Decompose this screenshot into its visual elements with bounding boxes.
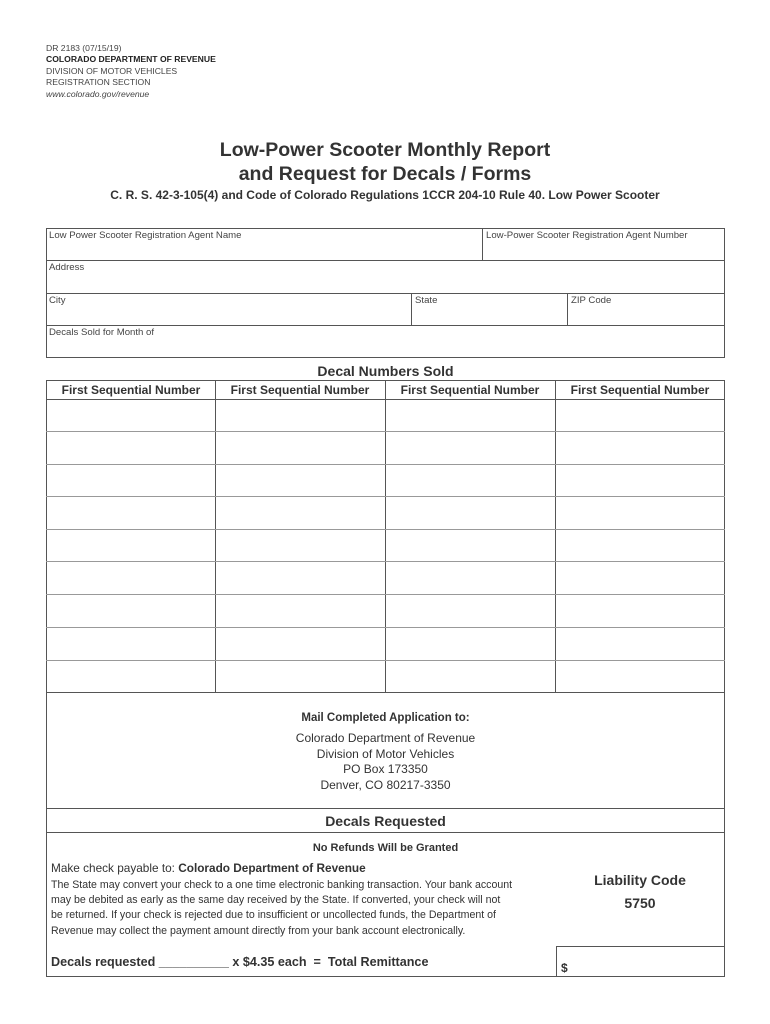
division-name: DIVISION OF MOTOR VEHICLES [46, 65, 178, 76]
divider [411, 293, 412, 325]
dollar-sign: $ [561, 961, 568, 975]
disclaimer-line: The State may convert your check to a one time electronic banking transaction. Your bank account [51, 879, 513, 891]
table-row[interactable] [46, 660, 725, 661]
title-line-2: and Request for Decals / Forms [238, 163, 532, 185]
column-header: First Sequential Number [230, 383, 370, 397]
column-header: First Sequential Number [61, 383, 201, 397]
check-disclaimer [51, 878, 551, 939]
mail-address [46, 731, 725, 793]
divider [46, 293, 725, 294]
column-header: First Sequential Number [400, 383, 540, 397]
total-remittance-field[interactable] [557, 947, 724, 976]
website-link[interactable]: www.colorado.gov/revenue [46, 88, 150, 99]
mail-line: Colorado Department of Revenue [295, 731, 476, 745]
disclaimer-line: be returned. If your check is rejected due to insufficient or uncollected funds, the Department of [51, 909, 496, 922]
divider [555, 380, 556, 693]
month-field[interactable]: Decals Sold for Month of [49, 327, 155, 338]
table-row[interactable] [46, 594, 725, 595]
title-line-1: Low-Power Scooter Monthly Report [219, 139, 551, 161]
table-row[interactable] [46, 431, 725, 432]
table-row[interactable] [46, 561, 725, 562]
divider [215, 380, 216, 693]
payable-name: Colorado Department of Revenue [178, 861, 366, 875]
section-name: REGISTRATION SECTION [46, 77, 151, 88]
column-header: First Sequential Number [570, 383, 710, 397]
decals-requested-heading: Decals Requested [325, 813, 446, 829]
divider [385, 380, 386, 693]
mail-line: PO Box 173350 [343, 762, 428, 776]
statute-reference: C. R. S. 42-3-105(4) and Code of Colorado Regulations 1CCR 204-10 Rule 40. Low Power Scooter [110, 188, 660, 202]
state-field[interactable]: State [415, 295, 438, 306]
form-id: DR 2183 (07/15/19) [46, 43, 122, 53]
disclaimer-line: Revenue may collect the payment amount directly from your bank account electronically. [51, 924, 466, 937]
divider [482, 228, 483, 260]
table-row[interactable] [46, 529, 725, 530]
page-title [0, 138, 770, 186]
mail-line: Division of Motor Vehicles [316, 746, 455, 761]
address-field[interactable]: Address [49, 262, 85, 273]
decal-numbers-heading: Decal Numbers Sold [317, 363, 454, 379]
form-header [46, 43, 216, 100]
table-row[interactable] [46, 464, 725, 465]
payable-to [51, 861, 551, 876]
divider [567, 293, 568, 325]
zip-field[interactable]: ZIP Code [571, 295, 612, 306]
agent-name-field[interactable]: Low Power Scooter Registration Agent Name [49, 230, 242, 241]
disclaimer-line: may be debited as early as the same day received by the State. If converted, your check will not [51, 894, 501, 907]
city-field[interactable]: City [49, 295, 66, 306]
payable-prefix: Make check payable to: [51, 861, 179, 875]
no-refunds-notice: No Refunds Will be Granted [312, 842, 459, 854]
divider [46, 260, 725, 261]
table-row[interactable] [46, 496, 725, 497]
table-row[interactable] [46, 627, 725, 628]
liability-code-value: 5750 [624, 895, 656, 911]
remittance-line[interactable]: Decals requested __________ x $4.35 each = Total Remittance [51, 955, 429, 969]
mail-line: Denver, CO 80217-3350 [320, 777, 451, 792]
mail-heading: Mail Completed Application to: [301, 712, 470, 724]
divider [46, 325, 725, 326]
divider [46, 832, 725, 833]
agent-number-field[interactable]: Low-Power Scooter Registration Agent Number [486, 230, 688, 241]
department-name: COLORADO DEPARTMENT OF REVENUE [46, 54, 216, 65]
liability-code-label: Liability Code [594, 872, 686, 888]
